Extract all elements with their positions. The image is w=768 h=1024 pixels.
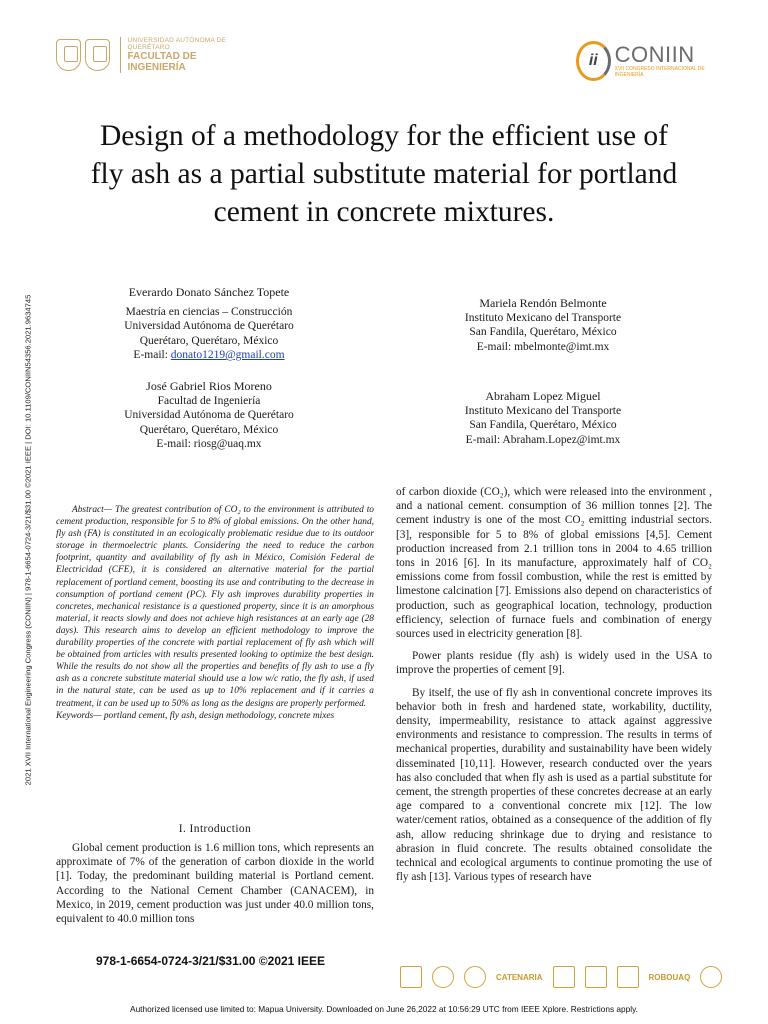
sponsor-logo-icon: [464, 966, 486, 988]
sponsor-robouaq: ROBOUAQ: [648, 972, 691, 982]
keywords: Keywords— portland cement, fly ash, design methodology, concrete mixes: [56, 710, 335, 721]
author-block-3: [420, 296, 666, 354]
sponsor-logo-icon: [700, 966, 722, 988]
email-label: E-mail:: [156, 438, 194, 450]
author-name: José Gabriel Rios Moreno: [146, 379, 272, 393]
coniin-emblem-icon: ii: [576, 41, 611, 81]
sponsor-logo-icon: [617, 966, 639, 988]
abstract-text: Abstract— The greatest contribution of CO₂ to the environment is attributed to cement production, responsible for 5 to 8% of global emissions. On the other hand, fly ash (FA) is constituted in an ecologically problematic residue due to its outdoor storage in thermoelectric plants. Considering the need to reduce the carbon footprint, quantity and availability of fly ash in México, Comisión Federal de Electricidad (CFE), it is considered an alternative material for the partial replacement of portland cement, boosting its use and contributing to the decrease in consumption of portland cement (PC). Fly ash improves durability properties in concretes, mechanical resistance is a questioned property, since it is an amorphous material, it reacts slowly and does not achieve high resistances at an early age (28 days). This research aims to develop an efficient methodology to improve the durability properties of the concrete with partial replacement of fly ash which will be obtained from articles with results presented looking to optimize the best design. While the results do not show all the properties and benefits of fly ash to use a fly ash as a concrete substitute material should use a low w/c ratio, the fly ash, if used in the natural state, can be used as up to 10% replacement and if it carries a treatment, it can be used up to 50% as long as the designs are properly performed.: [56, 505, 374, 709]
sponsor-logo-icon: [585, 966, 607, 988]
coniin-name: CONIIN: [614, 42, 695, 67]
sponsor-logo-icon: [400, 966, 422, 988]
body-paragraph: Power plants residue (fly ash) is widely used in the USA to improve the properties of cement [9].: [396, 650, 712, 677]
author-affiliation: Facultad de Ingeniería: [157, 394, 261, 407]
abstract: [56, 504, 374, 722]
author-affiliation: Universidad Autónoma de Querétaro: [124, 320, 294, 332]
isbn-line: 978-1-6654-0724-3/21/$31.00 ©2021 IEEE: [96, 954, 326, 968]
engineering-seal-icon: [85, 39, 110, 71]
author-affiliation: San Fandila, Querétaro, México: [469, 326, 617, 338]
email-label: E-mail:: [476, 340, 515, 353]
author-name: Everardo Donato Sánchez Topete: [128, 285, 290, 299]
email-label: E-mail:: [133, 349, 171, 361]
body-paragraph: of carbon dioxide (CO₂), which were released into the environment , and a national cement. consumption of 36 million tonnes [2]. The cement industry is one of the most CO₂ emitting industrial sectors. [3], responsible for 5 to 8% of global emissions [4,5]. Cement production increased from 2.1 trillion tons in 2004 to 4.65 trillion tons in 2016 [6]. In its manufacture, approximately half of CO₂ emissions come from fossil combustion, while the rest is emitted by limestone calcination [7]. Emissions also depend on characteristics of production, such as geographical location, technology, production efficiency, selection of furnace fuels and combination of energy sources used in electricity generation [8].: [396, 486, 712, 641]
section-heading-introduction: I. Introduction: [178, 823, 252, 835]
author-email: riosg@uaq.mx: [193, 438, 262, 450]
authorized-use-footer: Authorized licensed use limited to: Mapua University. Downloaded on June 26,2022 at 10:56:29 UTC from IEEE Xplore. Restrictions apply.: [130, 1004, 638, 1014]
intro-paragraph: Global cement production is 1.6 million tons, which represents an approximate of 7% of the generation of carbon dioxide in the world [1]. Today, the predominant building material is Portland cement. According to the National Cement Chamber (CANACEM), in Mexico, in 2019, cement production was just under 40.0 million tons, equivalent to 40.0 million tons: [56, 842, 374, 926]
author-name: Abraham Lopez Miguel: [485, 389, 601, 403]
author-block-2: [86, 379, 332, 452]
author-name: Mariela Rendón Belmonte: [479, 296, 607, 310]
doi-sidebar: 2021 XVII International Engineering Congress (CONIIN) | 978-1-6654-0724-3/21/$31.00 ©2021 IEEE | DOI: 10.1109/CONIIN54356.2021.9634745: [23, 294, 33, 786]
author-email: Abraham.Lopez@imt.mx: [502, 433, 621, 446]
author-affiliation: Universidad Autónoma de Querétaro: [124, 409, 294, 421]
sponsor-catenaria: CATENARIA: [496, 972, 543, 982]
author-block-4: [420, 389, 666, 447]
sponsor-logos: [400, 962, 730, 992]
body-paragraph: By itself, the use of fly ash in conventional concrete improves its behavior both in fresh and hardened state, workability, ductility, density, impermeability, resistance to attack against aggressive environments and resistance to compression. The results in terms of mechanical properties, durability and sustainability have been widely disseminated [10,11]. However, research conducted over the years has also concluded that when fly ash is used as a partial substitute for cement, the strength properties of these concretes decrease at an early age compared to a conventional concrete mix [12]. The low water/cement ratios, obtained as a consequence of the addition of fly ash, allow reducing shrinkage due to drying and resistance to abrasion in fluid concrete. The results obtained consolidate the technical and ecological arguments to continue promoting the use of fly ash [13]. Various types of research have: [396, 686, 712, 884]
author-affiliation: Instituto Mexicano del Transporte: [464, 311, 622, 324]
uaq-faculty-name: FACULTAD DE INGENIERÍA: [127, 51, 197, 74]
author-block-1: [86, 285, 332, 363]
coniin-logo: [576, 38, 716, 84]
sponsor-logo-icon: [553, 966, 575, 988]
sponsor-logo-icon: [432, 966, 454, 988]
right-column: [396, 485, 712, 892]
uaq-seal-icon: [56, 39, 81, 71]
author-affiliation: Querétaro, Querétaro, México: [139, 334, 279, 347]
author-affiliation: San Fandila, Querétaro, México: [469, 419, 617, 431]
author-affiliation: Querétaro, Querétaro, México: [139, 423, 279, 436]
author-affiliation: Maestría en ciencias – Construcción: [125, 305, 293, 318]
paper-title: Design of a methodology for the efficient use of fly ash as a partial substitute material for portland cement in concrete mixtures.: [90, 120, 678, 228]
author-affiliation: Instituto Mexicano del Transporte: [464, 404, 622, 417]
coniin-subtitle: XVII CONGRESO INTERNACIONAL DE INGENIERÍA: [614, 66, 705, 78]
author-email: mbelmonte@imt.mx: [514, 340, 610, 353]
author-email-link[interactable]: donato1219@gmail.com: [170, 349, 285, 361]
email-label: E-mail:: [465, 433, 503, 446]
uaq-logo: [56, 36, 246, 74]
uaq-university-name: UNIVERSIDAD AUTÓNOMA DE QUERÉTARO: [127, 36, 226, 51]
